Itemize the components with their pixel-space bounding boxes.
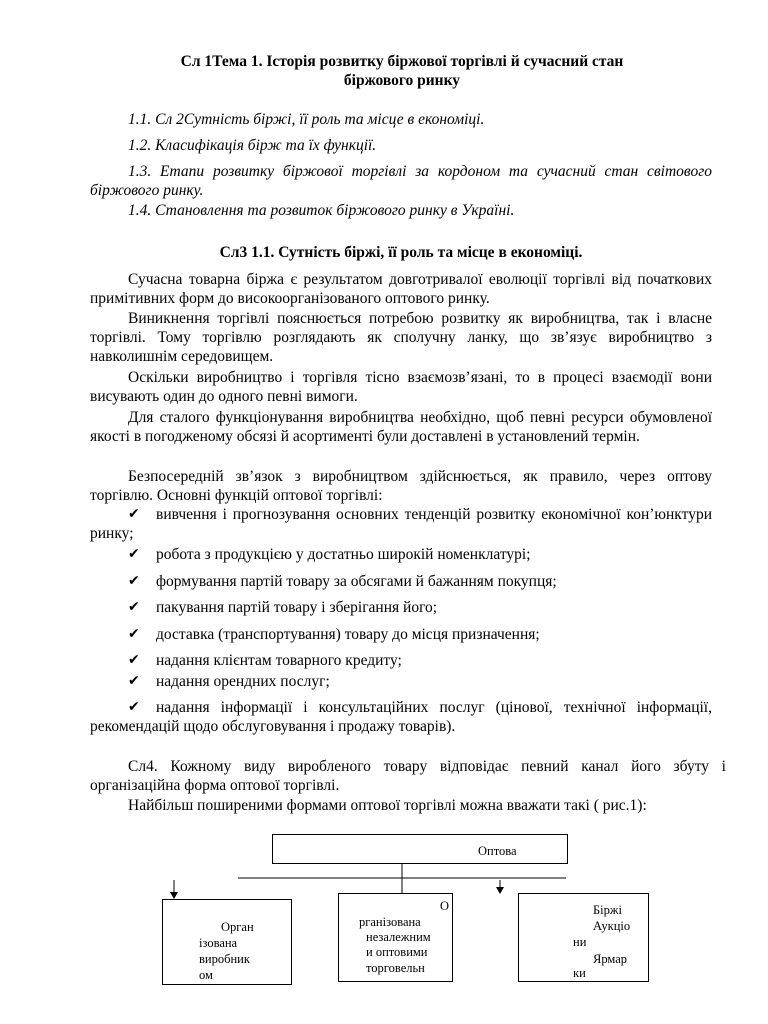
box-c-line: Аукціо	[593, 919, 631, 933]
bullet-text: вивчення і прогнозування основних тенденцій розвитку економічної кон’юнктури ринку;	[90, 506, 712, 542]
bullet-item	[90, 698, 712, 736]
bullet-text: надання орендних послуг;	[156, 673, 330, 690]
bullet-item	[90, 505, 712, 543]
toc-item-4: 1.4. Становлення та розвиток біржового ринку в Україні.	[128, 202, 515, 219]
box-a-line: ізована	[199, 936, 238, 950]
document-title-line2: біржового ринку	[343, 72, 461, 89]
box-a-line: виробник	[199, 952, 250, 966]
box-b-line: торговельн	[366, 961, 425, 975]
box-b-line: незалежним	[366, 930, 431, 944]
checkmark-icon: ✔	[128, 599, 140, 615]
box-b-line: О	[440, 899, 450, 913]
paragraph-2: Виникнення торгівлі пояснюється потребою розвитку як виробництва, так і власне торгівлі. Тому торгівлю розглядають як сполучну ланку, що зв’язує виробництво з навколишнім середовищем.	[90, 310, 712, 365]
checkmark-icon: ✔	[128, 673, 140, 689]
producer-organized-box	[162, 899, 292, 985]
wholesale-box-label: Оптова	[478, 844, 517, 858]
checkmark-icon: ✔	[128, 626, 140, 642]
box-a-line: ом	[199, 968, 213, 982]
exchanges-auctions-fairs-box	[518, 893, 649, 982]
paragraph-6: Сл4. Кожному виду виробленого товару відповідає певний канал його збуту і організаційна форма оптової торгівлі.	[90, 758, 726, 794]
paragraph-1: Сучасна товарна біржа є результатом довготривалої еволюції торгівлі від початкових примітивних форм до високоорганізованого оптового ринку.	[90, 271, 712, 307]
checkmark-icon: ✔	[128, 699, 140, 715]
box-b-line: и оптовими	[366, 945, 428, 959]
paragraph-7: Найбільш поширеними формами оптової торгівлі можна вважати такі ( рис.1):	[128, 797, 647, 814]
bullet-text: надання клієнтам товарного кредиту;	[156, 652, 402, 669]
bullet-item	[90, 625, 712, 644]
box-c-line: ки	[573, 966, 586, 980]
paragraph-4: Для сталого функціонування виробництва необхідно, щоб певні ресурси обумовленої якості в погодженому обсязі й асортименті були доставлені в установлений термін.	[90, 409, 712, 445]
box-a-line: Орган	[221, 920, 254, 934]
checkmark-icon: ✔	[128, 652, 140, 668]
toc-item-1: 1.1. Сл 2Сутність біржі, її роль та місце в економіці.	[128, 111, 485, 128]
wholesale-box	[272, 834, 568, 864]
bullet-item	[90, 545, 712, 564]
bullet-item	[90, 672, 712, 691]
document-title-line1: Сл 1Тема 1. Історія розвитку біржової торгівлі й сучасний стан	[180, 53, 624, 70]
independent-wholesalers-box	[338, 893, 453, 982]
toc-item-3: 1.3. Етапи розвитку біржової торгівлі за кордоном та сучасний стан світового біржового ринку.	[90, 163, 712, 199]
bullet-text: робота з продукцією у достатньо широкій номенклатурі;	[156, 546, 531, 563]
checkmark-icon: ✔	[128, 546, 140, 562]
section-heading: Сл3 1.1. Сутність біржі, її роль та місце в економіці.	[219, 244, 583, 261]
box-c-line: Біржі	[593, 903, 623, 917]
box-c-line: Ярмар	[593, 952, 628, 966]
bullet-text: формування партій товару за обсягами й бажанням покупця;	[156, 573, 557, 590]
box-c-line: ни	[573, 935, 587, 949]
bullet-text: пакування партій товару і зберігання його;	[156, 599, 438, 616]
bullet-item	[90, 572, 712, 591]
checkmark-icon: ✔	[128, 573, 140, 589]
box-b-line: рганізована	[359, 915, 421, 929]
toc-item-2: 1.2. Класифікація бірж та їх функції.	[128, 137, 377, 154]
paragraph-5: Безпосередній зв’язок з виробництвом здійснюється, як правило, через оптову торгівлю. Основні функцій оптової торгівлі:	[90, 468, 712, 504]
checkmark-icon: ✔	[128, 506, 140, 522]
bullet-item	[90, 598, 712, 617]
bullet-text: надання інформації і консультаційних послуг (цінової, технічної інформації, рекомендацій щодо обслуговування і продажу товарів).	[90, 699, 712, 735]
bullet-text: доставка (транспортування) товару до місця призначення;	[156, 626, 540, 643]
bullet-item	[90, 651, 712, 670]
paragraph-3: Оскільки виробництво і торгівля тісно взаємозв’язані, то в процесі взаємодії вони висувають один до одного певні вимоги.	[90, 369, 712, 405]
